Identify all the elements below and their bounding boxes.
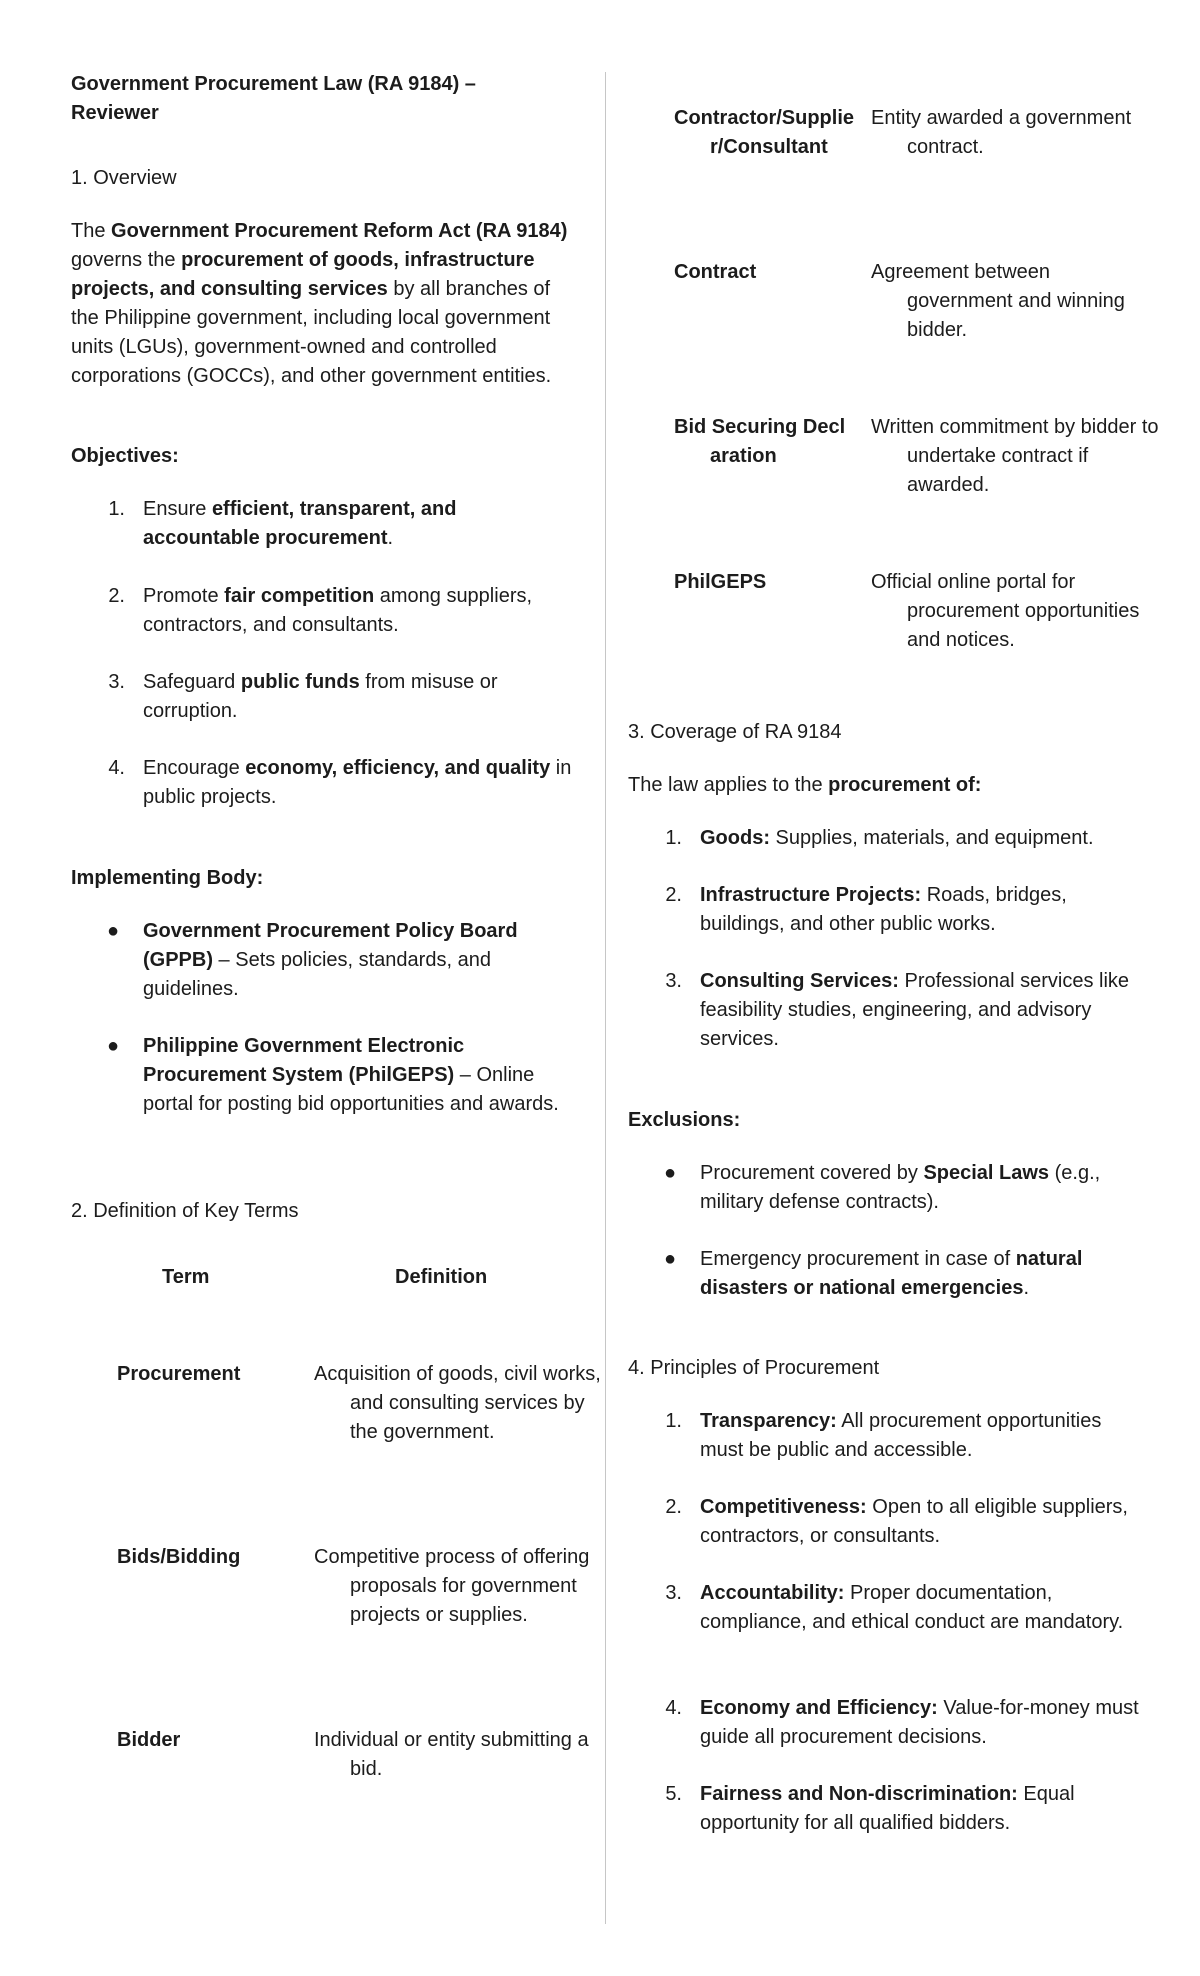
term-procurement: Procurement [117, 1363, 241, 1385]
def-bids-bidding: Competitive process of offering proposals for government projects or supplies. [314, 1546, 590, 1626]
column-divider [605, 72, 606, 1924]
def-procurement: Acquisition of goods, civil works, and consulting services by the government. [314, 1363, 601, 1443]
overview-heading: 1. Overview [71, 167, 177, 189]
terms-heading: 2. Definition of Key Terms [71, 1200, 299, 1222]
term-philgeps: PhilGEPS [674, 571, 767, 593]
terms-col-definition: Definition [395, 1266, 488, 1288]
term-bid-securing-declaration: Bid Securing Declaration [674, 416, 846, 467]
term-bidder: Bidder [117, 1729, 181, 1751]
def-contractor: Entity awarded a government contract. [871, 107, 1132, 158]
terms-col-term: Term [162, 1266, 210, 1288]
term-bids-bidding: Bids/Bidding [117, 1546, 241, 1568]
objectives-label: Objectives: [71, 445, 179, 467]
terms-table-continued [628, 104, 1159, 674]
overview-paragraph: The Government Procurement Reform Act (RA 9184) governs the procurement of goods, infrastructure projects, and consulting services by all branches of the Philippine government, including local government units (LGUs), government-owned and controlled corporations (GOCCs), and other government entities. [71, 220, 568, 387]
def-bidder: Individual or entity submitting a bid. [314, 1729, 589, 1780]
term-contract: Contract [674, 261, 757, 283]
def-philgeps: Official online portal for procurement opportunities and notices. [871, 571, 1140, 651]
page-title: Government Procurement Law (RA 9184) – Reviewer [71, 73, 476, 124]
coverage-heading: 3. Coverage of RA 9184 [628, 721, 842, 743]
def-bid-securing-declaration: Written commitment by bidder to undertake contract if awarded. [871, 416, 1159, 496]
principles-heading: 4. Principles of Procurement [628, 1357, 880, 1379]
implementing-label: Implementing Body: [71, 867, 264, 889]
def-contract: Agreement between government and winning bidder. [871, 261, 1125, 341]
exclusions-label: Exclusions: [628, 1109, 741, 1131]
terms-table [71, 1263, 601, 1783]
coverage-intro: The law applies to the procurement of: [628, 774, 982, 796]
term-contractor: Contractor/Supplier/Consultant [674, 107, 855, 158]
